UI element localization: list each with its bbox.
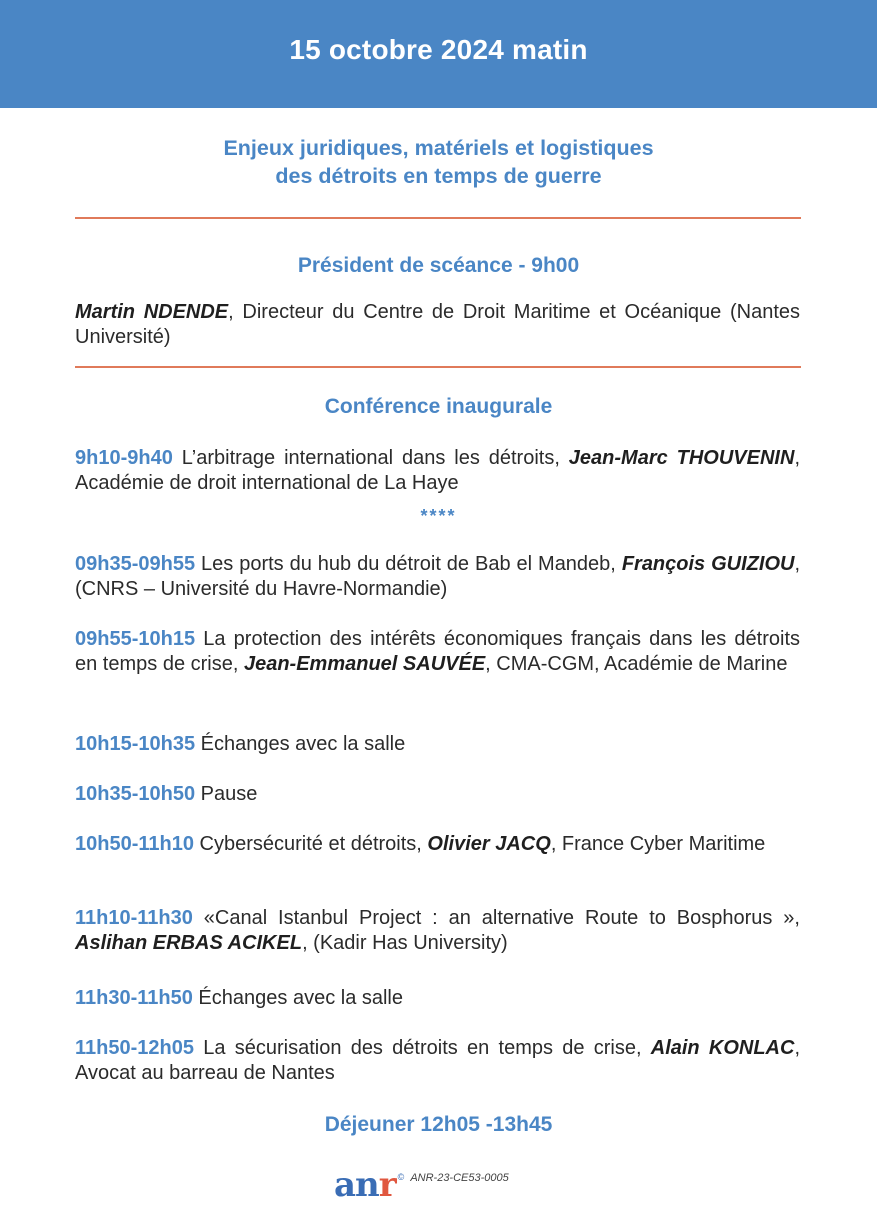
president-name: Martin NDENDE xyxy=(75,301,229,323)
entry-time: 10h50-11h10 xyxy=(75,833,194,855)
divider-rule xyxy=(75,366,801,368)
speaker-name: Jean-Marc THOUVENIN xyxy=(568,447,795,469)
divider-rule xyxy=(75,217,801,219)
entry-time: 09h55-10h15 xyxy=(75,628,196,650)
conference-heading: Conférence inaugurale xyxy=(324,395,553,418)
agenda-entry xyxy=(75,732,800,757)
entry-text: La sécurisation des détroits en temps de crise, xyxy=(193,1037,651,1059)
page-title: 15 octobre 2024 matin xyxy=(289,34,588,65)
entry-time: 10h15-10h35 xyxy=(75,733,196,755)
agenda-entry xyxy=(75,552,800,602)
entry-text: Les ports du hub du détroit de Bab el Mandeb, xyxy=(195,553,622,575)
anr-logo: anr xyxy=(334,1165,396,1205)
entry-time: 11h10-11h30 xyxy=(75,907,193,929)
entry-affiliation: , CMA-CGM, Académie de Marine xyxy=(485,653,788,675)
agenda-entry xyxy=(75,446,800,496)
speaker-name: Aslihan ERBAS ACIKEL xyxy=(75,932,303,954)
entry-time: 10h35-10h50 xyxy=(75,783,196,805)
speaker-name: François GUIZIOU xyxy=(621,553,795,575)
entry-text: L’arbitrage international dans les détroits, xyxy=(172,447,569,469)
entry-text: Échanges avec la salle xyxy=(192,987,404,1009)
entry-time: 11h30-11h50 xyxy=(75,987,193,1009)
entry-time: 9h10-9h40 xyxy=(75,447,173,469)
entry-affiliation: , (CNRS – Université du Havre-Normandie) xyxy=(75,553,801,600)
speaker-name: Alain KONLAC xyxy=(650,1037,795,1059)
speaker-name: Jean-Emmanuel SAUVÉE xyxy=(243,653,486,675)
subtitle-line-1: Enjeux juridiques, matériels et logistiques xyxy=(223,136,654,160)
entry-time: 09h35-09h55 xyxy=(75,553,196,575)
speaker-name: Olivier JACQ xyxy=(427,833,551,855)
agenda-entry xyxy=(75,832,800,857)
agenda-entry xyxy=(75,782,800,807)
entry-affiliation: , France Cyber Maritime xyxy=(550,833,766,855)
session-subtitle xyxy=(0,134,877,190)
page-header xyxy=(0,0,877,108)
agenda-entry xyxy=(75,1036,800,1086)
entry-text: Cybersécurité et détroits, xyxy=(193,833,428,855)
grant-number: ANR-23-CE53-0005 xyxy=(410,1172,509,1184)
subtitle-line-2: des détroits en temps de guerre xyxy=(275,164,602,188)
entry-affiliation: , Académie de droit international de La Haye xyxy=(75,447,800,494)
president-separator: , xyxy=(228,301,234,323)
president-entry xyxy=(75,300,800,350)
entry-text: Pause xyxy=(195,783,258,805)
registered-mark: © xyxy=(397,1172,405,1182)
entry-time: 11h50-12h05 xyxy=(75,1037,194,1059)
entry-text: La protection des intérêts économiques français dans les détroits en temps de crise, xyxy=(75,628,800,675)
agenda-entry xyxy=(75,627,800,677)
entry-affiliation: , Avocat au barreau de Nantes xyxy=(75,1037,801,1084)
entry-text: Échanges avec la salle xyxy=(195,733,406,755)
president-description: Directeur du Centre de Droit Maritime et Océanique (Nantes Université) xyxy=(75,301,800,348)
agenda-entry xyxy=(75,986,800,1011)
agenda-entry xyxy=(75,906,800,956)
entry-affiliation: , (Kadir Has University) xyxy=(302,932,508,954)
footer xyxy=(334,1166,509,1206)
president-heading: Président de scéance - 9h00 xyxy=(297,254,580,277)
entry-text: «Canal Istanbul Project : an alternative Route to Bosphorus », xyxy=(192,907,800,929)
lunch-heading: Déjeuner 12h05 -13h45 xyxy=(324,1113,553,1136)
separator-stars: **** xyxy=(420,506,457,526)
